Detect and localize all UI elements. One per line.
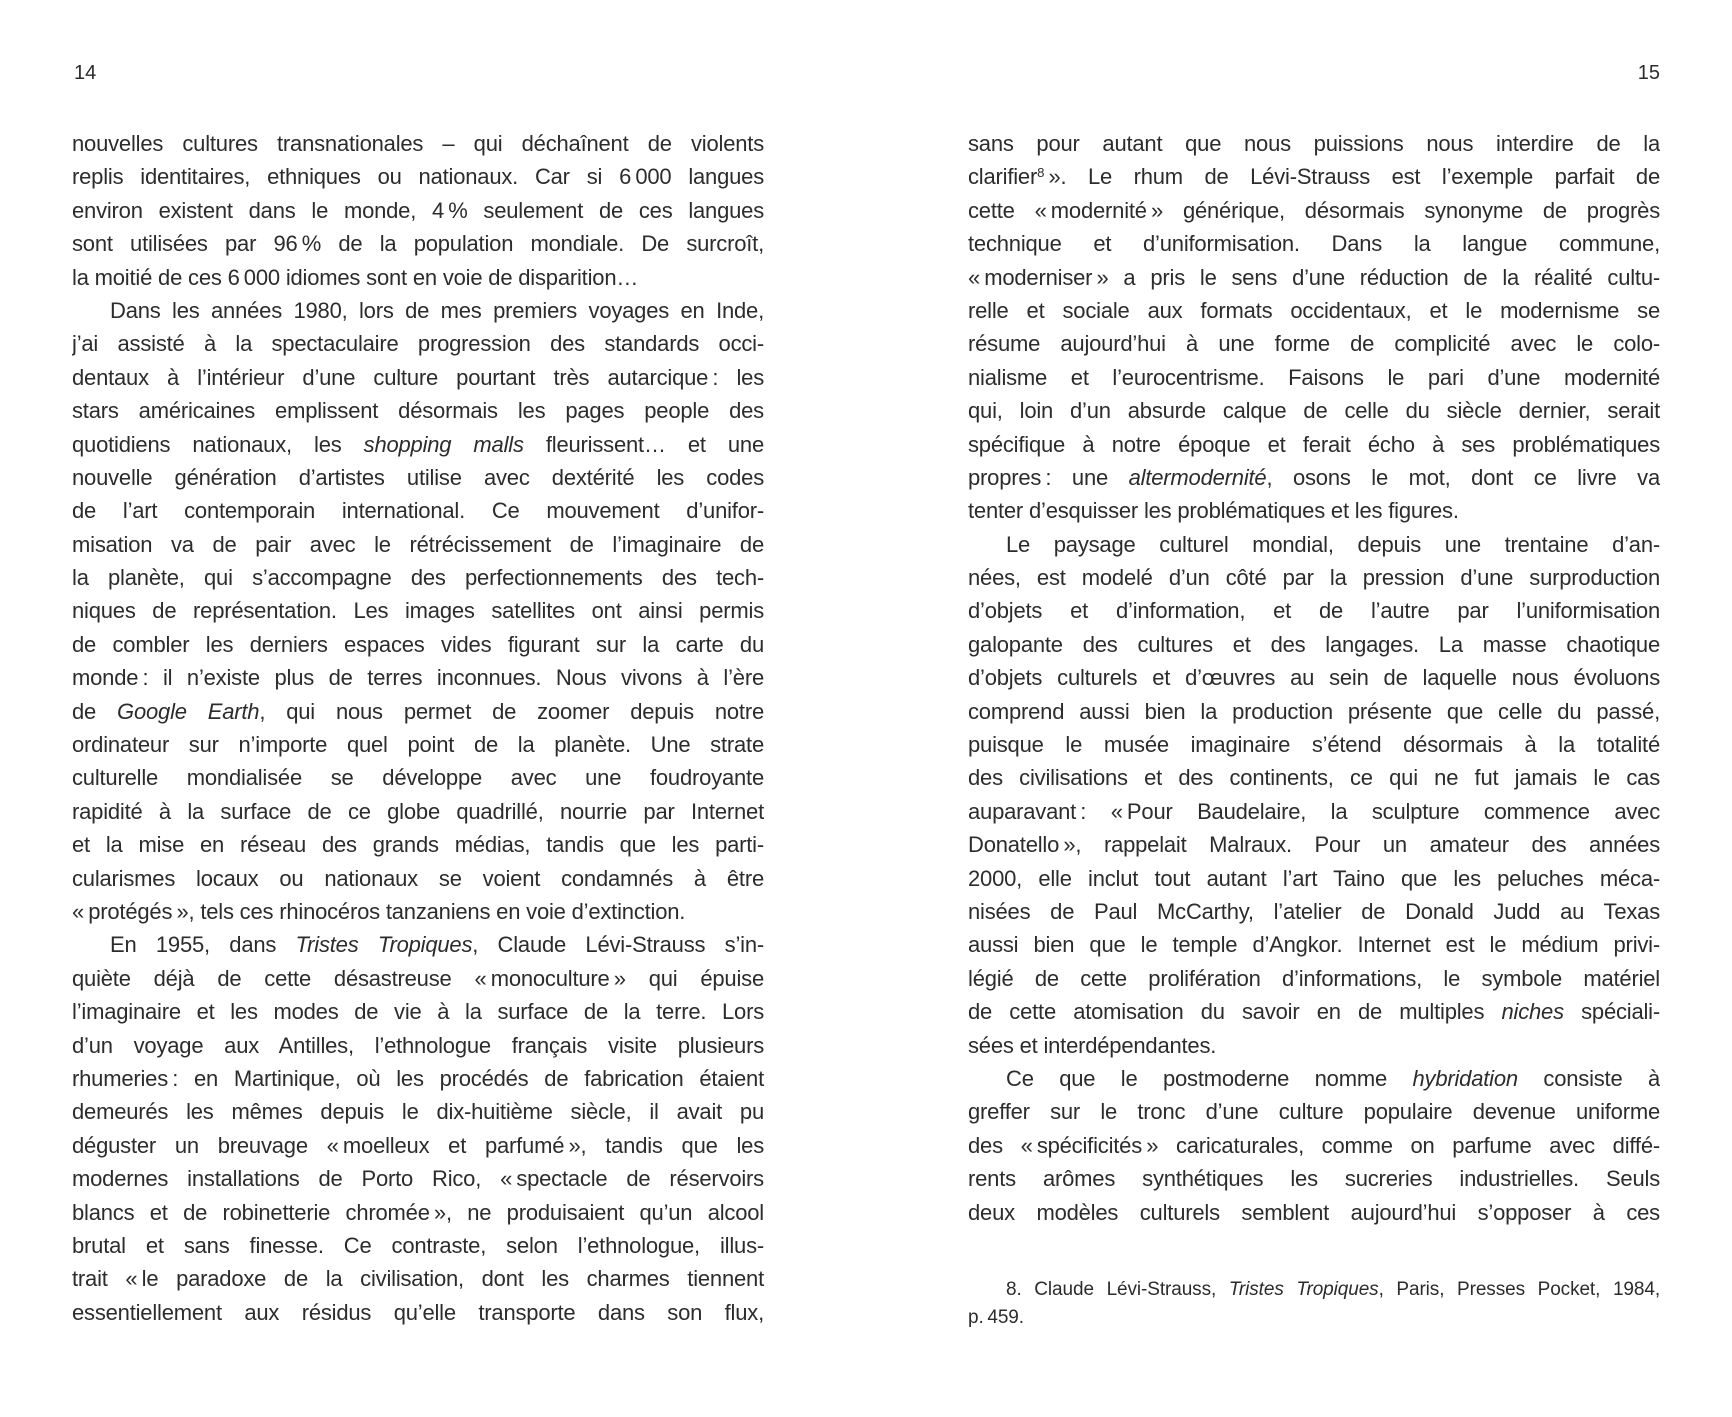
body-text: 8. Claude Lévi-Strauss, [1006, 1279, 1229, 1300]
text-line [968, 661, 1660, 694]
text-line [72, 594, 764, 627]
body-text: Le paysage culturel mondial, depuis une trentaine d’an- [1006, 531, 1660, 557]
text-line [968, 1062, 1660, 1095]
text-line [72, 995, 764, 1028]
body-text: trait « le paradoxe de la civilisation, dont les charmes tiennent [72, 1266, 764, 1292]
text-line [72, 261, 764, 294]
body-text: niques de représentation. Les images satellites ont ainsi permis [72, 598, 764, 624]
text-line [968, 127, 1660, 160]
body-text: déguster un breuvage « moelleux et parfumé », tandis que les [72, 1132, 764, 1158]
body-text: modernes installations de Porto Rico, « spectacle de réservoirs [72, 1166, 764, 1192]
text-line [72, 928, 764, 961]
text-line [72, 528, 764, 561]
text-line [72, 327, 764, 360]
body-text: sans pour autant que nous puissions nous interdire de la [968, 131, 1660, 156]
body-text: greffer sur le tronc d’une culture populaire devenue uniforme [968, 1099, 1660, 1125]
text-line [72, 1029, 764, 1062]
text-line [72, 1095, 764, 1128]
body-text: de l’art contemporain international. Ce mouvement d’unifor- [72, 498, 764, 524]
body-text: rhumeries : en Martinique, où les procédés de fabrication étaient [72, 1065, 764, 1091]
text-line [72, 428, 764, 461]
text-line [968, 561, 1660, 594]
body-text: spécifique à notre époque et ferait écho à ses problématiques [968, 431, 1660, 457]
body-text: tenter d’esquisser les problématiques et les figures. [968, 498, 1459, 524]
body-text: galopante des cultures et des langages. La masse chaotique [968, 631, 1660, 657]
body-text: fleurissent… et une [523, 431, 764, 457]
body-text: blancs et de robinetterie chromée », ne produisaient qu’un alcool [72, 1199, 764, 1225]
italic-text: niches [1501, 999, 1564, 1025]
text-line [72, 1296, 764, 1329]
body-text: stars américaines emplissent désormais les pages people des [72, 398, 764, 424]
body-text: d’un voyage aux Antilles, l’ethnologue français visite plusieurs [72, 1032, 764, 1058]
italic-text: altermodernité [1128, 464, 1267, 490]
text-line [968, 795, 1660, 828]
body-text: clarifier [968, 164, 1038, 190]
body-text: et la mise en réseau des grands médias, tandis que les parti- [72, 832, 764, 858]
body-text: ». Le rhum de Lévi-Strauss est l’exemple parfait de [1044, 164, 1660, 190]
text-line [968, 761, 1660, 794]
body-text: quiète déjà de cette désastreuse « monoculture » qui épuise [72, 965, 764, 991]
text-line [72, 361, 764, 394]
body-text: misation va de pair avec le rétrécissement de l’imaginaire de [72, 531, 764, 557]
body-text: replis identitaires, ethniques ou nationaux. Car si 6 000 langues [72, 164, 764, 190]
text-line [72, 895, 764, 928]
text-line [968, 862, 1660, 895]
body-text: environ existent dans le monde, 4 % seulement de ces langues [72, 197, 764, 223]
body-text: d’objets culturels et d’œuvres au sein de laquelle nous évoluons [968, 665, 1660, 691]
body-text: comprend aussi bien la production présente que celle du passé, [968, 698, 1660, 724]
body-text: sées et interdépendantes. [968, 1032, 1217, 1058]
text-line [72, 160, 764, 193]
text-line [968, 628, 1660, 661]
body-text: nées, est modelé d’un côté par la pression d’une surproduction [968, 565, 1660, 591]
right-page-text-column [968, 127, 1660, 1229]
body-text: culturelle mondialisée se développe avec une foudroyante [72, 765, 764, 791]
body-text: de [72, 698, 118, 724]
text-line [968, 227, 1660, 260]
body-text: nialisme et l’eurocentrisme. Faisons le pari d’une modernité [968, 364, 1660, 390]
italic-text: shopping malls [363, 431, 524, 457]
text-line [968, 327, 1660, 360]
body-text: En 1955, dans [110, 932, 296, 958]
text-line [968, 494, 1660, 527]
text-line [72, 728, 764, 761]
text-line [968, 594, 1660, 627]
body-text: « moderniser » a pris le sens d’une réduction de la réalité cultu- [968, 264, 1660, 290]
body-text: brutal et sans finesse. Ce contraste, selon l’ethnologue, illus- [72, 1232, 764, 1258]
text-line [968, 1304, 1660, 1332]
text-line [968, 394, 1660, 427]
body-text: la moitié de ces 6 000 idiomes sont en voie de disparition… [72, 264, 639, 290]
page-number-right: 15 [1637, 62, 1660, 84]
text-line [72, 695, 764, 728]
italic-text: hybridation [1412, 1065, 1518, 1091]
body-text: , osons le mot, dont ce livre va [1266, 464, 1660, 490]
body-text: Dans les années 1980, lors de mes premiers voyages en Inde, [110, 297, 764, 323]
text-line [72, 461, 764, 494]
body-text: auparavant : « Pour Baudelaire, la sculpture commence avec [968, 798, 1660, 824]
body-text: propres : une [968, 464, 1129, 490]
body-text: , qui nous permet de zoomer depuis notre [259, 698, 764, 724]
body-text: des civilisations et des continents, ce qui ne fut jamais le cas [968, 765, 1660, 791]
text-line [968, 194, 1660, 227]
text-line [968, 962, 1660, 995]
body-text: demeurés les mêmes depuis le dix-huitième siècle, il avait pu [72, 1099, 764, 1125]
text-line [72, 194, 764, 227]
body-text: résume aujourd’hui à une forme de complicité avec le colo- [968, 331, 1660, 357]
body-text: p. 459. [968, 1306, 1024, 1328]
body-text: de cette atomisation du savoir en de multiples [968, 999, 1502, 1025]
text-line [72, 761, 764, 794]
text-line [72, 1262, 764, 1295]
body-text: cette « modernité » générique, désormais synonyme de progrès [968, 197, 1660, 223]
text-line [968, 160, 1660, 193]
body-text: Ce que le postmoderne nomme [1006, 1065, 1413, 1091]
body-text: nisées de Paul McCarthy, l’atelier de Donald Judd au Texas [968, 898, 1660, 924]
body-text: rents arômes synthétiques les sucreries industrielles. Seuls [968, 1166, 1660, 1192]
body-text: légié de cette prolifération d’informations, le symbole matériel [968, 965, 1660, 991]
body-text: aussi bien que le temple d’Angkor. Internet est le médium privi- [968, 932, 1660, 958]
text-line [968, 1129, 1660, 1162]
body-text: des « spécificités » caricaturales, comme on parfume avec diffé- [968, 1132, 1660, 1158]
body-text: d’objets et d’information, et de l’autre par l’uniformisation [968, 598, 1660, 624]
text-line [968, 361, 1660, 394]
text-line [968, 928, 1660, 961]
body-text: essentiellement aux résidus qu’elle transporte dans son flux, [72, 1299, 764, 1325]
text-line [72, 862, 764, 895]
body-text: sont utilisées par 96 % de la population mondiale. De surcroît, [72, 231, 764, 257]
body-text: nouvelle génération d’artistes utilise avec dextérité les codes [72, 464, 764, 490]
text-line [968, 1029, 1660, 1062]
text-line [72, 661, 764, 694]
body-text: la planète, qui s’accompagne des perfectionnements des tech- [72, 565, 764, 591]
body-text: quotidiens nationaux, les [72, 431, 364, 457]
text-line [72, 795, 764, 828]
body-text: consiste à [1517, 1065, 1660, 1091]
text-line [968, 1095, 1660, 1128]
text-line [72, 561, 764, 594]
text-line [968, 428, 1660, 461]
italic-text: Tristes Tropiques [1228, 1279, 1379, 1300]
text-line [72, 1196, 764, 1229]
text-line [968, 828, 1660, 861]
body-text: « protégés », tels ces rhinocéros tanzaniens en voie d’extinction. [72, 898, 686, 924]
text-line [72, 628, 764, 661]
body-text: spéciali- [1563, 999, 1660, 1025]
body-text: 2000, elle inclut tout autant l’art Taino que les peluches méca- [968, 865, 1660, 891]
text-line [968, 1276, 1660, 1304]
text-line [968, 895, 1660, 928]
footnote-reference: 8 [1037, 165, 1045, 181]
text-line [72, 1162, 764, 1195]
body-text: cularismes locaux ou nationaux se voient condamnés à être [72, 865, 764, 891]
page-number-left: 14 [74, 62, 97, 84]
body-text: , Claude Lévi-Strauss s’in- [472, 932, 764, 958]
italic-text: Google Earth [117, 698, 260, 724]
text-line [72, 1129, 764, 1162]
body-text: ordinateur sur n’importe quel point de la planète. Une strate [72, 732, 764, 758]
body-text: Donatello », rappelait Malraux. Pour un amateur des années [968, 832, 1660, 858]
body-text: nouvelles cultures transnationales – qui déchaînent de violents [72, 131, 764, 156]
text-line [968, 695, 1660, 728]
italic-text: Tristes Tropiques [295, 932, 473, 958]
text-line [72, 494, 764, 527]
left-page-text-column [72, 127, 764, 1329]
text-line [968, 261, 1660, 294]
text-line [72, 227, 764, 260]
body-text: technique et d’uniformisation. Dans la langue commune, [968, 231, 1660, 257]
text-line [968, 528, 1660, 561]
text-line [968, 461, 1660, 494]
footnote [968, 1276, 1660, 1331]
text-line [72, 294, 764, 327]
text-line [968, 1162, 1660, 1195]
body-text: qui, loin d’un absurde calque de celle du siècle dernier, serait [968, 398, 1660, 424]
text-line [72, 1062, 764, 1095]
text-line [72, 127, 764, 160]
body-text: monde : il n’existe plus de terres inconnues. Nous vivons à l’ère [72, 665, 764, 691]
body-text: l’imaginaire et les modes de vie à la surface de la terre. Lors [72, 999, 764, 1025]
body-text: relle et sociale aux formats occidentaux, et le modernisme se [968, 297, 1660, 323]
text-line [72, 962, 764, 995]
text-line [72, 1229, 764, 1262]
body-text: deux modèles culturels semblent aujourd’hui s’opposer à ces [968, 1199, 1660, 1225]
body-text: puisque le musée imaginaire s’étend désormais à la totalité [968, 732, 1660, 758]
text-line [72, 828, 764, 861]
text-line [968, 728, 1660, 761]
body-text: rapidité à la surface de ce globe quadrillé, nourrie par Internet [72, 798, 764, 824]
body-text: j’ai assisté à la spectaculaire progression des standards occi- [72, 331, 764, 357]
text-line [72, 394, 764, 427]
text-line [968, 294, 1660, 327]
text-line [968, 995, 1660, 1028]
body-text: dentaux à l’intérieur d’une culture pourtant très autarcique : les [72, 364, 764, 390]
body-text: , Paris, Presses Pocket, 1984, [1378, 1279, 1660, 1300]
body-text: de combler les derniers espaces vides figurant sur la carte du [72, 631, 764, 657]
text-line [968, 1196, 1660, 1229]
